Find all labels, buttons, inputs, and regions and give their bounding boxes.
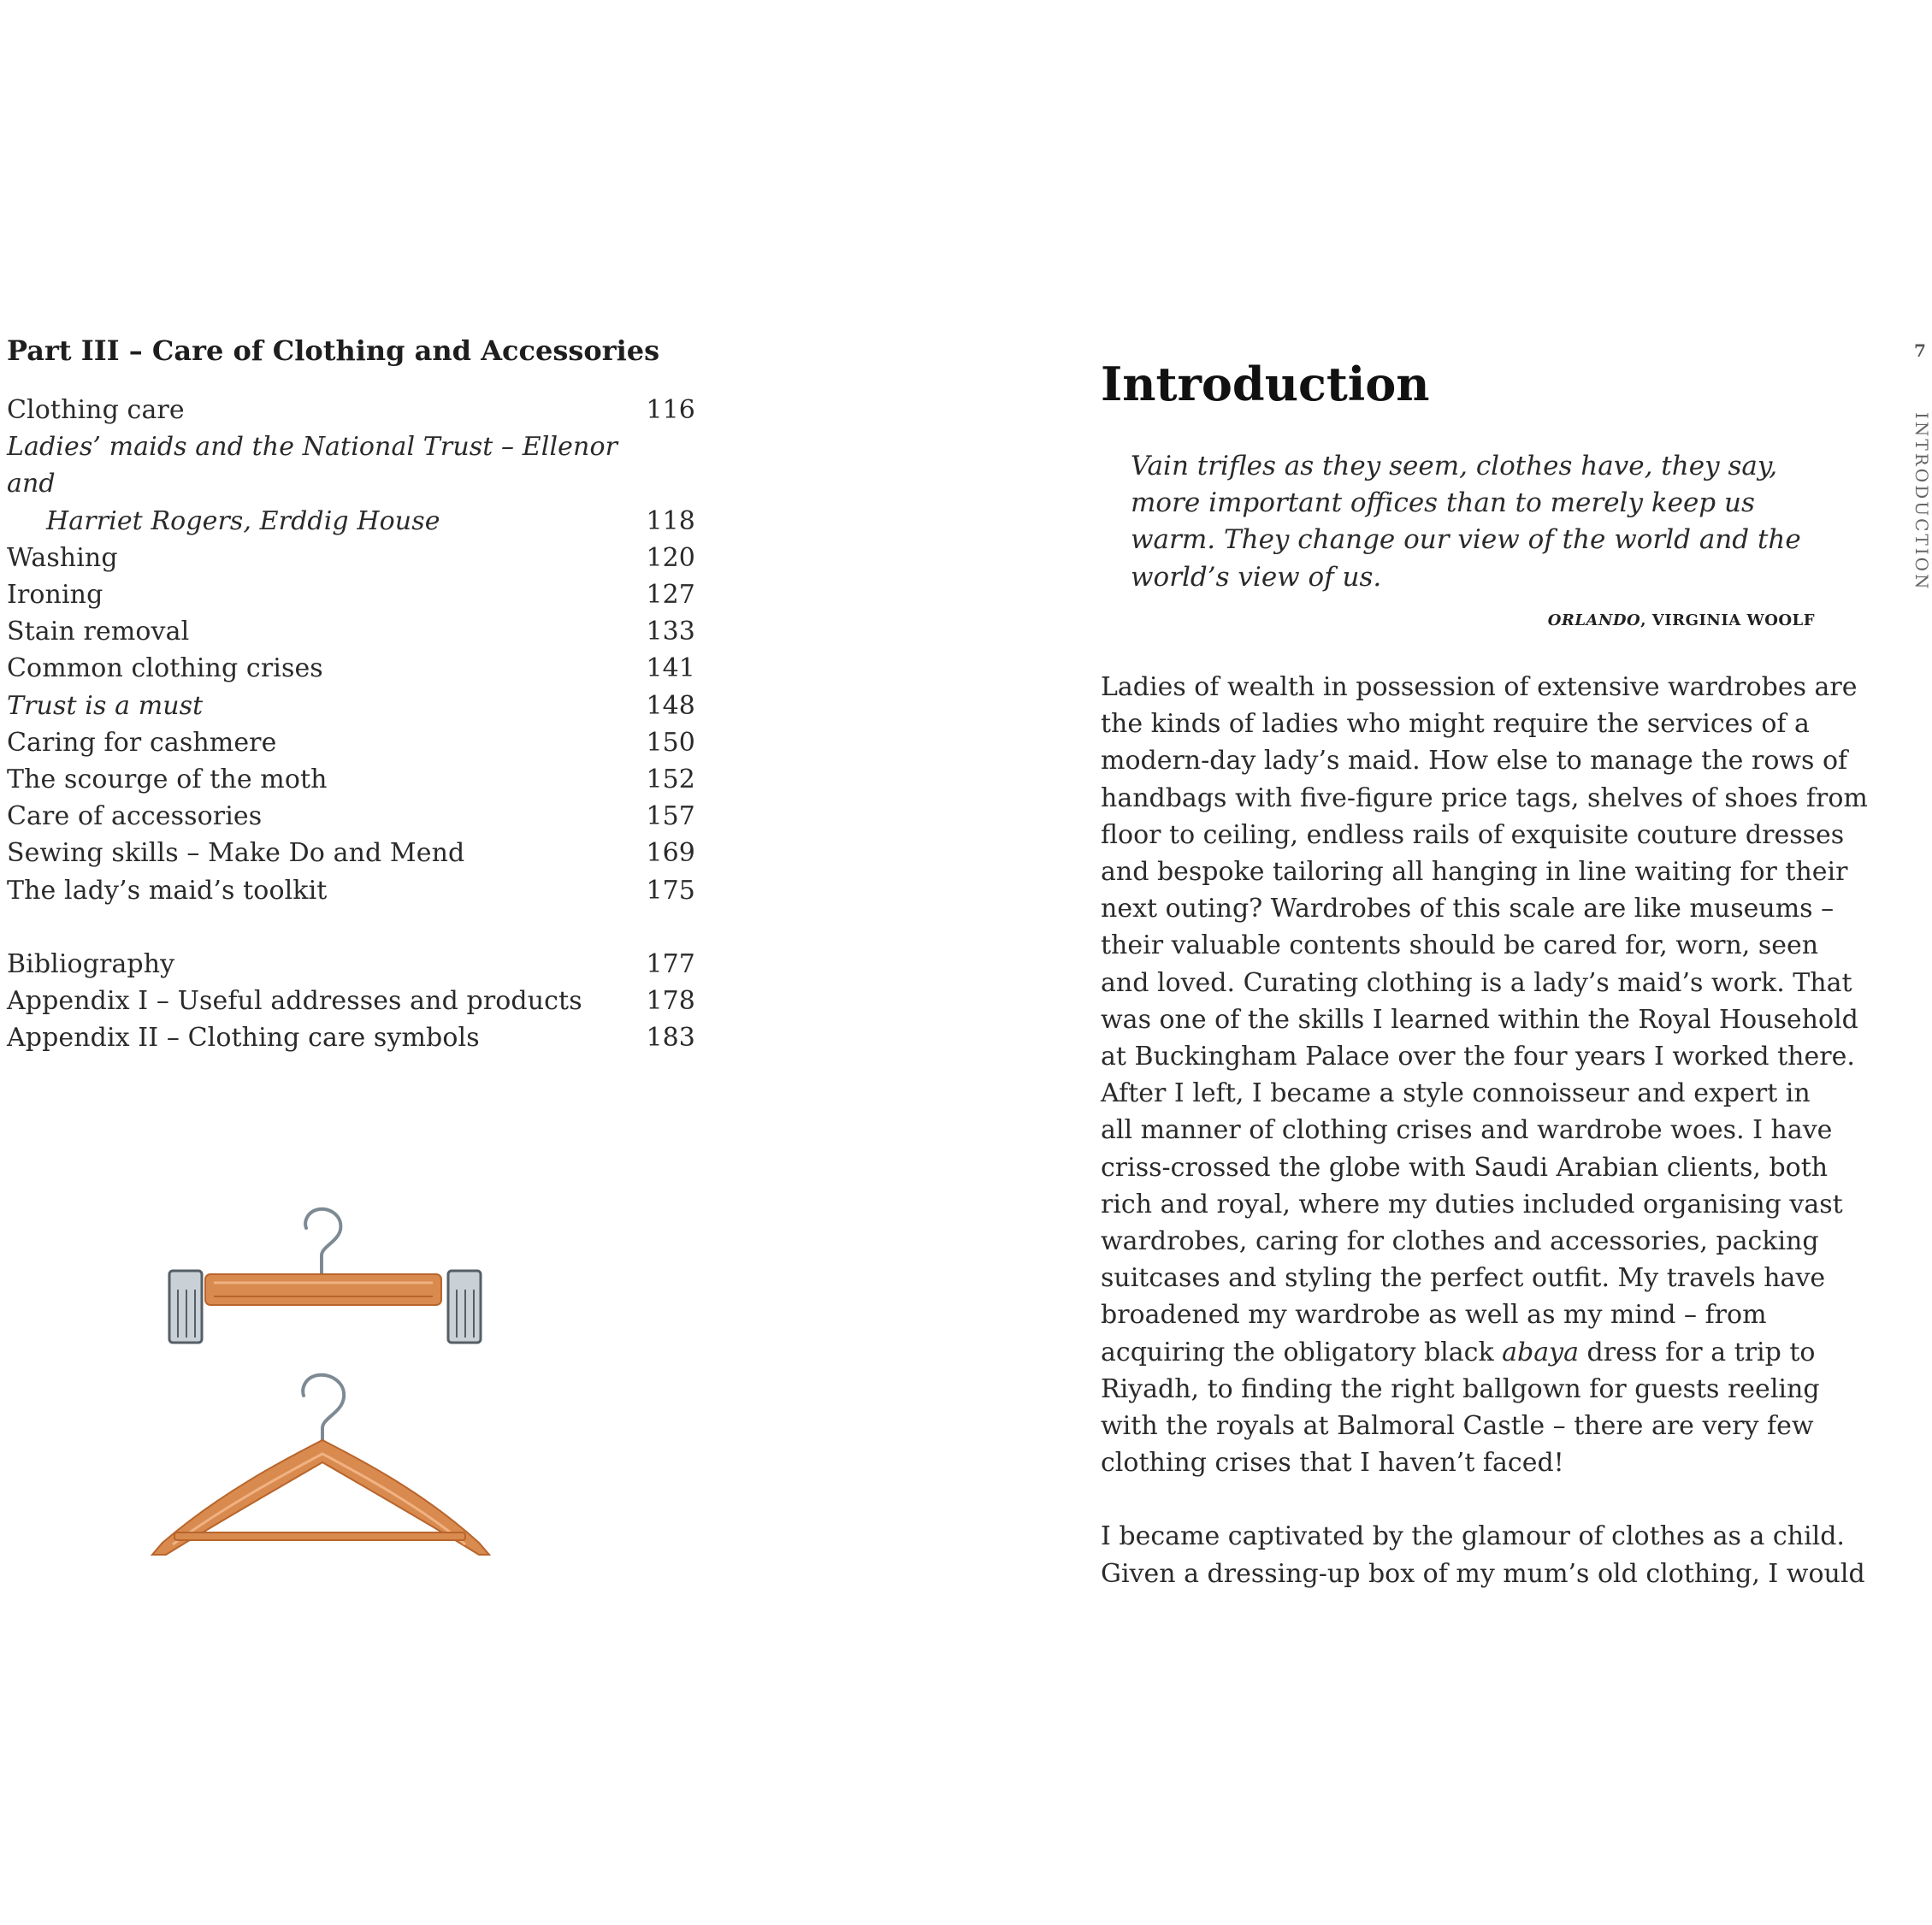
- text-segment: dress for a trip to: [1578, 1337, 1816, 1367]
- italic-word: abaya: [1502, 1337, 1579, 1367]
- epigraph-quote: [1131, 448, 1815, 596]
- toc-entry-title: Bibliography: [7, 948, 175, 979]
- trouser-bar: [174, 1532, 465, 1540]
- toc-entry-title: Care of accessories: [7, 801, 263, 832]
- toc-entry-page: 133: [646, 617, 695, 647]
- toc-entry-page: 116: [646, 395, 695, 425]
- text-line: handbags with five-figure price tags, shelves of shoes from: [1101, 782, 1868, 813]
- epigraph: [1131, 448, 1815, 629]
- text-line: with the royals at Balmoral Castle – there are very few: [1101, 1411, 1814, 1442]
- text-line: all manner of clothing crises and wardrobe woes. I have: [1101, 1115, 1833, 1146]
- toc-entry-title: Ironing: [7, 580, 103, 611]
- running-head: [1911, 412, 1932, 592]
- toc-entry: [7, 946, 695, 983]
- toc-list: [7, 392, 695, 909]
- text-segment: acquiring the obligatory black: [1101, 1337, 1503, 1367]
- toc-entry-title: Appendix II – Clothing care symbols: [7, 1023, 480, 1054]
- text-line: clothing crises that I haven’t faced!: [1101, 1448, 1564, 1479]
- toc-entry: [7, 503, 695, 540]
- toc-entry-title: Caring for cashmere: [7, 727, 277, 758]
- text-line: was one of the skills I learned within the Royal Household: [1101, 1004, 1858, 1035]
- text-line: I became captivated by the glamour of clothes as a child.: [1101, 1521, 1845, 1552]
- toc-entry: [7, 576, 695, 613]
- toc-entry-page: 178: [646, 986, 695, 1017]
- text-line: next outing? Wardrobes of this scale are like museums –: [1101, 894, 1835, 924]
- text-line: Ladies of wealth in possession of extensive wardrobes are: [1101, 672, 1858, 702]
- text-line: modern-day lady’s maid. How else to manage the rows of: [1101, 746, 1848, 776]
- toc-entry-page: 157: [646, 801, 695, 832]
- text-line: wardrobes, caring for clothes and accessories, packing: [1101, 1226, 1819, 1257]
- toc-entry: [7, 724, 695, 761]
- toc-entry-page: 152: [646, 765, 695, 795]
- table-of-contents: [7, 332, 695, 1056]
- toc-entry-page: 118: [646, 505, 695, 536]
- toc-back-matter: [7, 946, 695, 1057]
- toc-entry: [7, 428, 695, 502]
- toc-entry-page: 150: [646, 727, 695, 758]
- text-line: rich and royal, where my duties included organising vast: [1101, 1189, 1843, 1219]
- toc-entry-title: Appendix I – Useful addresses and products: [7, 986, 582, 1017]
- toc-entry: [7, 798, 695, 835]
- hook: [305, 1209, 340, 1274]
- text-line: their valuable contents should be cared for, worn, seen: [1101, 930, 1819, 961]
- toc-entry: [7, 835, 695, 871]
- text-line: broadened my wardrobe as well as my mind – from: [1101, 1300, 1767, 1331]
- wooden-bar: [205, 1274, 441, 1305]
- text-line: [1101, 1334, 1819, 1371]
- text-line: at Buckingham Palace over the four years I worked there.: [1101, 1042, 1855, 1072]
- toc-entry-title: Common clothing crises: [7, 653, 323, 684]
- epigraph-line: world’s view of us.: [1131, 561, 1382, 593]
- wooden-hanger-illustration: [147, 1361, 489, 1567]
- attribution-work: ORLANDO: [1547, 611, 1641, 629]
- right-page: [962, 0, 1932, 1925]
- toc-entry-page: 183: [646, 1023, 695, 1054]
- text-line: Riyadh, to finding the right ballgown for guests reeling: [1101, 1373, 1820, 1404]
- toc-entry-title: Sewing skills – Make Do and Mend: [7, 838, 465, 869]
- toc-entry-page: 177: [646, 948, 695, 979]
- attribution-author: , VIRGINIA WOOLF: [1640, 611, 1815, 629]
- toc-entry-page: 120: [646, 542, 695, 573]
- toc-gap: [7, 909, 695, 946]
- toc-entry: [7, 650, 695, 687]
- toc-entry: [7, 983, 695, 1019]
- toc-entry: [7, 540, 695, 576]
- text-line: floor to ceiling, endless rails of exquisite couture dresses: [1101, 819, 1845, 850]
- toc-entry-title: Clothing care: [7, 395, 185, 425]
- body-text: [1101, 669, 1868, 1629]
- paragraph-1: [1101, 669, 1868, 1481]
- text-line: and bespoke tailoring all hanging in line waiting for their: [1101, 857, 1848, 888]
- epigraph-attribution: [1404, 611, 1815, 629]
- toc-entry: [7, 872, 695, 909]
- paragraph-2: [1101, 1518, 1865, 1591]
- toc-entry-title: The scourge of the moth: [7, 765, 328, 795]
- toc-entry-page: 169: [646, 838, 695, 869]
- text-line: criss-crossed the globe with Saudi Arabian clients, both: [1101, 1152, 1829, 1183]
- toc-entry: [7, 613, 695, 650]
- left-page: [0, 0, 962, 1925]
- toc-entry-page: 141: [646, 653, 695, 684]
- epigraph-line: more important offices than to merely keep us: [1131, 487, 1755, 519]
- toc-heading: Part III – Care of Clothing and Accessories: [7, 334, 660, 367]
- toc-entry-title: Harriet Rogers, Erddig House: [46, 505, 440, 536]
- toc-entry-title: Trust is a must: [7, 690, 204, 721]
- epigraph-line: warm. They change our view of the world and the: [1131, 524, 1801, 556]
- toc-entry: [7, 392, 695, 428]
- toc-entry-title: Washing: [7, 542, 118, 573]
- toc-entry-title: Stain removal: [7, 617, 190, 647]
- text-line: and loved. Curating clothing is a lady’s maid’s work. That: [1101, 967, 1852, 998]
- chapter-title: Introduction: [1101, 357, 1430, 411]
- toc-entry-page: 175: [646, 875, 695, 906]
- toc-entry-page: 148: [646, 690, 695, 721]
- page-number: 7: [1914, 340, 1926, 361]
- clip-hanger-illustration: [162, 1204, 487, 1349]
- text-line: After I left, I became a style connoisseur and expert in: [1101, 1078, 1811, 1109]
- hook: [303, 1375, 344, 1447]
- text-line: the kinds of ladies who might require the services of a: [1101, 709, 1810, 740]
- toc-entry-title: Ladies’ maids and the National Trust – Ellenor and: [7, 432, 618, 499]
- toc-entry: [7, 761, 695, 798]
- toc-entry: [7, 1019, 695, 1056]
- text-line: suitcases and styling the perfect outfit. My travels have: [1101, 1263, 1826, 1294]
- toc-entry-title: The lady’s maid’s toolkit: [7, 875, 328, 906]
- toc-entry-page: 127: [646, 580, 695, 611]
- toc-entry: [7, 688, 695, 724]
- epigraph-line: Vain trifles as they seem, clothes have, they say,: [1131, 451, 1778, 481]
- text-line: Given a dressing-up box of my mum’s old clothing, I would: [1101, 1558, 1865, 1589]
- running-head-text: INTRODUCTION: [1911, 412, 1932, 592]
